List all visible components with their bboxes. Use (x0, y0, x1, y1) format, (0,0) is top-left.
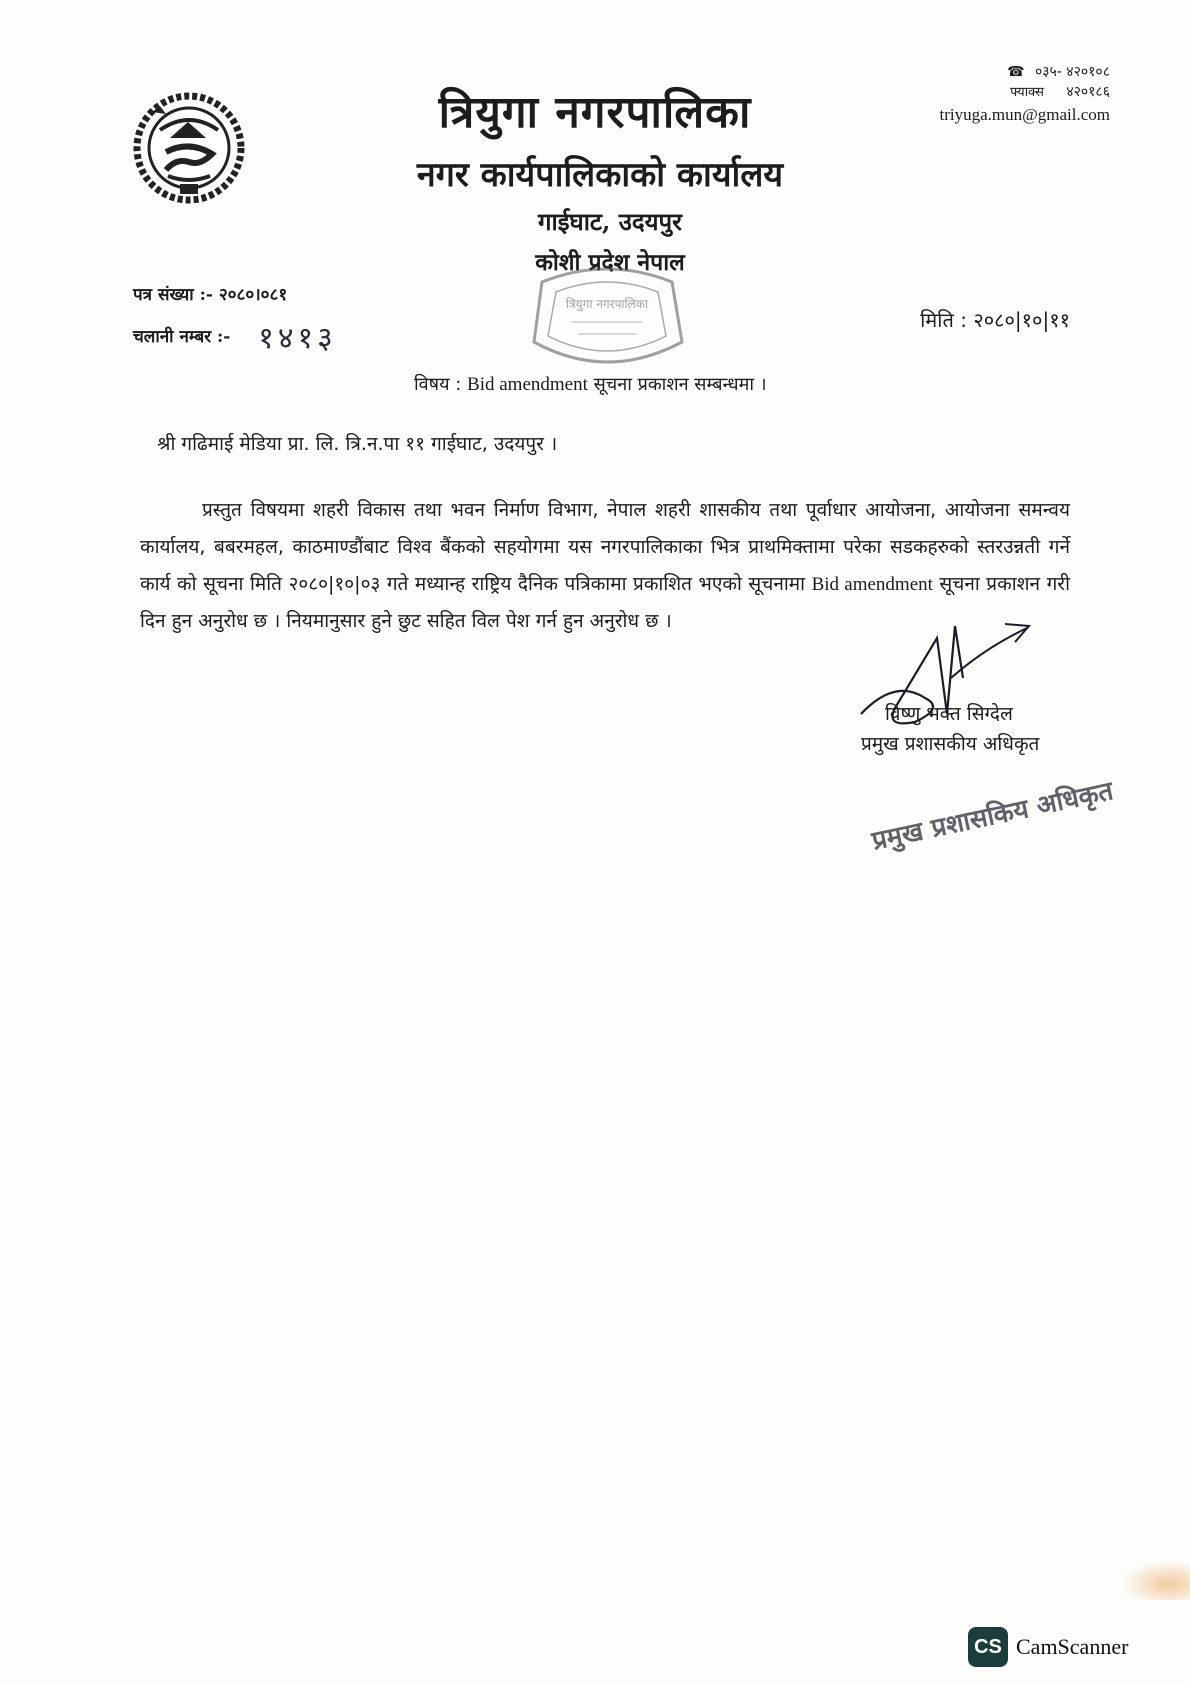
address-line-1: गाईघाट, उदयपुर (538, 207, 682, 236)
municipality-name: त्रियुगा नगरपालिका (438, 87, 752, 138)
office-name: नगर कार्यपालिकाको कार्यालय (416, 155, 784, 195)
phone-number: ०३५- ४२०१०८ (1034, 64, 1110, 80)
email-address: triyuga.mun@gmail.com (939, 105, 1110, 124)
dispatch-number: १४१३ (258, 321, 337, 356)
letter-number: २०८०।०८१ (218, 285, 288, 305)
dispatch-number-row (133, 310, 337, 356)
subject-text: सूचना प्रकाशन सम्बन्धमा । (593, 374, 767, 395)
phone-row (939, 62, 1110, 82)
stamp-text: त्रियुगा नगरपालिका (565, 297, 649, 311)
recipient-line: श्री गढिमाई मेडिया प्रा. लि. त्रि.न.पा ११ गाईघाट, उदयपुर । (157, 433, 558, 455)
contact-block (939, 62, 1110, 125)
subject-line (414, 372, 767, 396)
camscanner-label: CamScanner (1016, 1634, 1129, 1659)
fax-row (939, 82, 1110, 103)
fax-number: ४२०१८६ (1066, 84, 1110, 100)
office-stamp (522, 262, 692, 382)
letter-number-label: पत्र संख्या :- (133, 285, 213, 305)
address-line-2: कोशी प्रदेश नेपाल (535, 249, 685, 276)
scan-stain (1120, 1560, 1190, 1600)
municipal-emblem-icon (130, 92, 248, 204)
subject-prefix: Bid amendment (467, 374, 588, 395)
date-label: मिति : (920, 308, 967, 332)
signatory-name: विष्णु भक्त सिग्देल (885, 703, 1013, 725)
camscanner-logo-icon: CS (968, 1627, 1008, 1667)
fax-label: फ्याक्स (1010, 85, 1044, 100)
body-part-2: सूचना प्रकाशन गरी दिन हुन अनुरोध छ । नियमानुसार हुने छुट सहित विल पेश गर्न हुन अनुरोध छ । (140, 573, 1070, 632)
body-bid-amendment: Bid amendment (811, 574, 933, 595)
date-row (920, 306, 1070, 333)
dispatch-number-label: चलानी नम्बर :- (133, 327, 231, 347)
subject-label: विषय : (414, 374, 462, 395)
letter-number-row (133, 282, 287, 305)
date-value: २०८०|१०|११ (973, 308, 1070, 332)
phone-icon: ☎ (1007, 64, 1025, 80)
body-part-1: प्रस्तुत विषयमा शहरी विकास तथा भवन निर्माण विभाग, नेपाल शहरी शासकीय तथा पूर्वाधार आयोजना, आयोजना समन्वय कार्यालय, बबरमहल, काठमाण्डौंबाट विश्व बैंकको सहयोगमा यस नगरपालिकाका भित्र प्राथमिक्तामा परेका सडकहरुको स्तरउन्नती गर्ने कार्य को सूचना मिति २०८०|१०|०३ गते मध्यान्ह राष्ट्रिय दैनिक पत्रिकामा प्रकाशित भएको सूचनामा (140, 499, 1070, 595)
signatory-title: प्रमुख प्रशासकीय अधिकृत (861, 733, 1040, 755)
designation-stamp: प्रमुख प्रशासकिय अधिकृत (869, 776, 1116, 857)
